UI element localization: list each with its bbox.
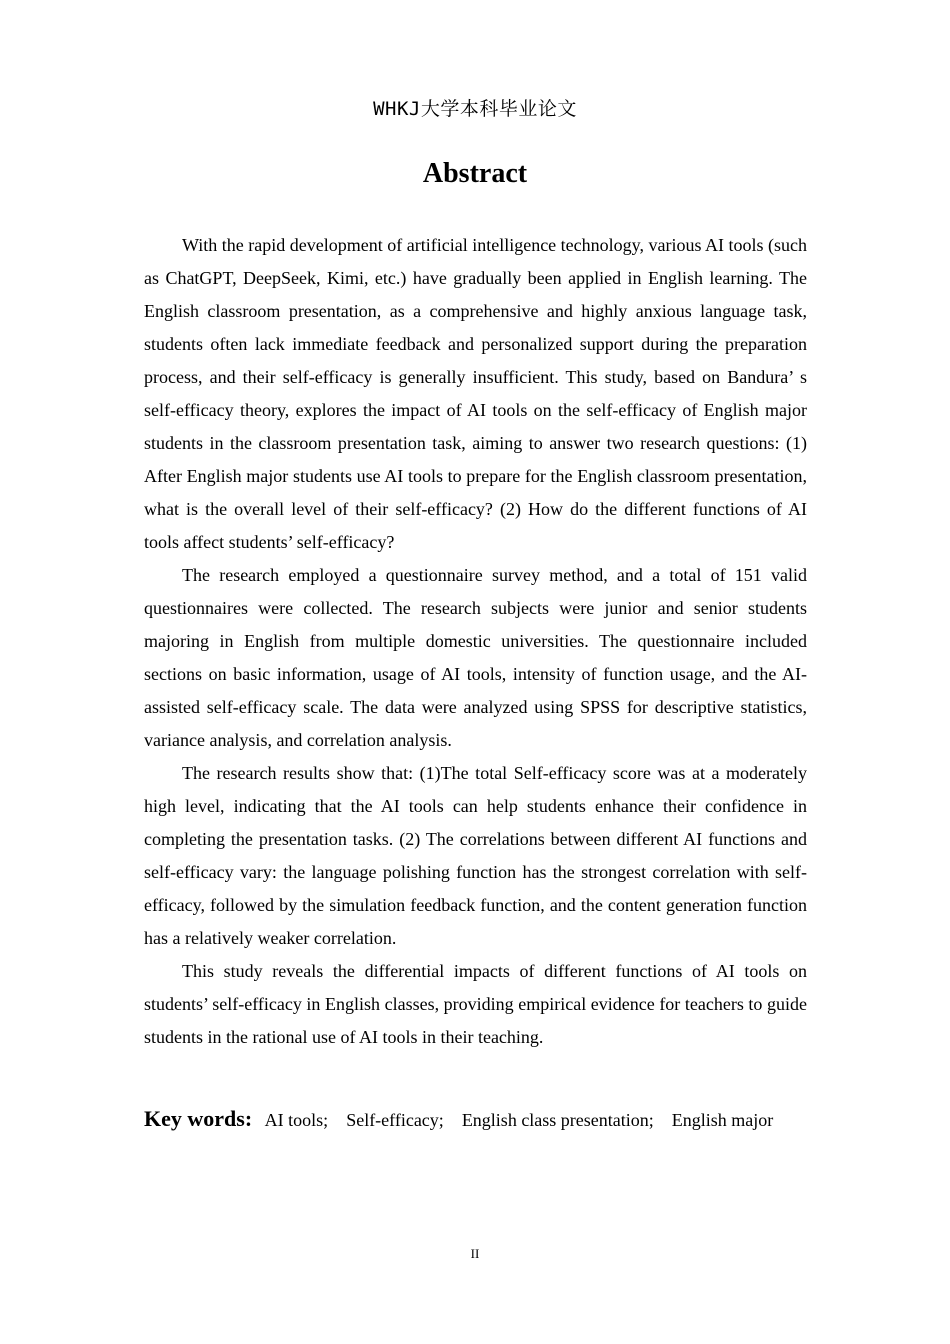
abstract-paragraph: The research employed a questionnaire survey method, and a total of 151 valid questionnaires were collected. The research subjects were junior and senior students majoring in English from multiple domestic universities. The questionnaire included sections on basic information, usage of AI tools, intensity of function usage, and the AI-assisted self-efficacy scale. The data were analyzed using SPSS for descriptive statistics, variance analysis, and correlation analysis. xyxy=(144,565,807,750)
page-number: II xyxy=(470,1246,480,1261)
abstract-paragraph: This study reveals the differential impacts of different functions of AI tools on students’ self-efficacy in English classes, providing empirical evidence for teachers to guide students in the rational use of AI tools in their teaching. xyxy=(144,961,807,1047)
keyword-item: English class presentation; xyxy=(461,1110,654,1130)
keywords-line xyxy=(144,1102,807,1137)
abstract-body xyxy=(144,229,807,1054)
keyword-item: English major xyxy=(671,1110,774,1130)
keywords-label: Key words: xyxy=(144,1106,253,1131)
keyword-item: Self-efficacy; xyxy=(346,1110,444,1130)
running-header: WHKJ大学本科毕业论文 xyxy=(373,98,577,120)
abstract-paragraph: With the rapid development of artificial intelligence technology, various AI tools (such as ChatGPT, DeepSeek, Kimi, etc.) have gradually been applied in English learning. The English classroom presentation, as a comprehensive and highly anxious language task, students often lack immediate feedback and personalized support during the preparation process, and their self-efficacy is generally insufficient. This study, based on Bandura’ s self-efficacy theory, explores the impact of AI tools on the self-efficacy of English major students in the classroom presentation task, aiming to answer two research questions: (1) After English major students use AI tools to prepare for the English classroom presentation, what is the overall level of their self-efficacy? (2) How do the different functions of AI tools affect students’ self-efficacy? xyxy=(144,235,807,552)
keyword-item: AI tools; xyxy=(264,1110,329,1130)
abstract-title: Abstract xyxy=(422,158,528,189)
abstract-paragraph: The research results show that: (1)The total Self-efficacy score was at a moderately high level, indicating that the AI tools can help students enhance their confidence in completing the presentation tasks. (2) The correlations between different AI functions and self-efficacy vary: the language polishing function has the strongest correlation with self-efficacy, followed by the simulation feedback function, and the content generation function has a relatively weaker correlation. xyxy=(144,763,807,948)
